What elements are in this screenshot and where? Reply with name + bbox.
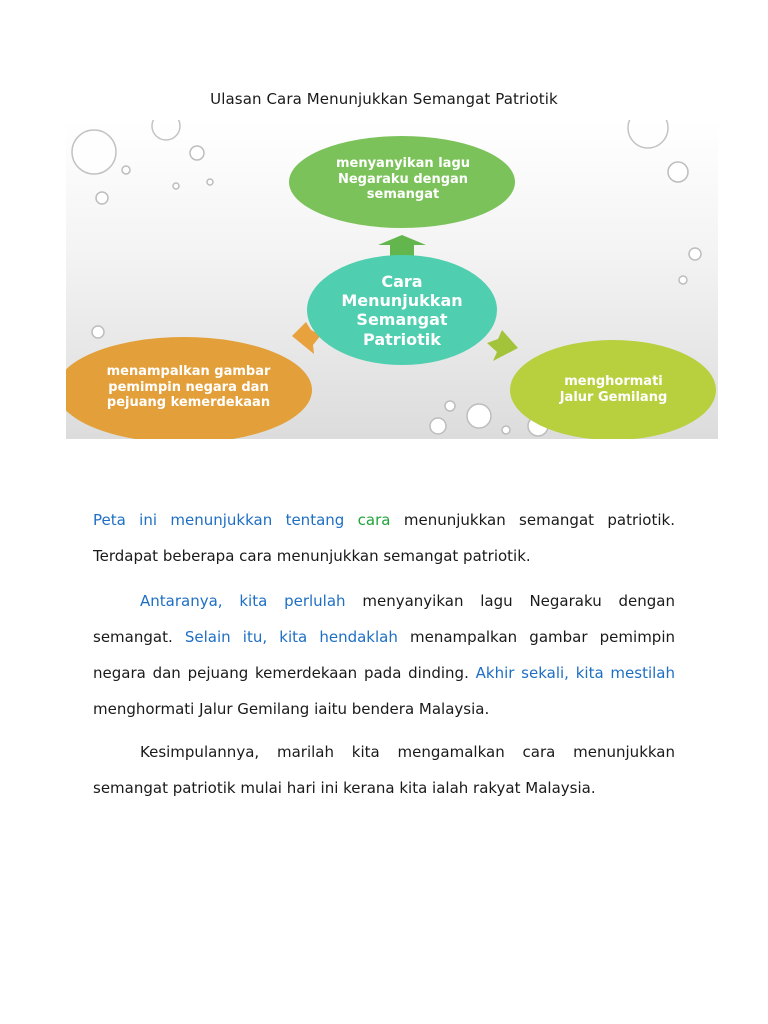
paragraph-1	[93, 502, 675, 574]
document-title: Ulasan Cara Menunjukkan Semangat Patriotik	[210, 90, 558, 108]
right-node-label: menghormati Jalur Gemilang	[559, 374, 668, 405]
paragraph-3	[93, 734, 675, 806]
paragraph-1-text: menunjukkan semangat patriotik. Terdapat beberapa cara menunjukkan semangat patriotik.	[93, 511, 675, 565]
paragraph-2-text-3: menghormati Jalur Gemilang iaitu bendera Malaysia.	[93, 700, 490, 718]
center-node-label: Cara Menunjukkan Semangat Patriotik	[341, 272, 463, 349]
concept-map-figure	[66, 120, 718, 439]
paragraph-2-connector-3: Akhir sekali, kita mestilah	[475, 664, 675, 682]
paragraph-2-connector-1: Antaranya, kita perlulah	[140, 592, 346, 610]
paragraph-2-connector-2: Selain itu, kita hendaklah	[184, 628, 398, 646]
arrow-up-icon	[378, 235, 426, 256]
paragraph-2-text-2: menampalkan gambar pemimpin negara dan pejuang kemerdekaan pada dinding.	[93, 628, 675, 682]
paragraph-2-text-1: menyanyikan lagu Negaraku dengan semangat.	[93, 592, 675, 646]
paragraph-1-keyword: cara	[357, 511, 391, 529]
paragraph-1-highlight: Peta ini menunjukkan tentang	[93, 511, 345, 529]
paragraph-3-text: Kesimpulannya, marilah kita mengamalkan cara menunjukkan semangat patriotik mulai hari ini kerana kita ialah rakyat Malaysia.	[93, 743, 675, 797]
left-node-label: menampalkan gambar pemimpin negara dan pejuang kemerdekaan	[106, 364, 271, 411]
top-node-label: menyanyikan lagu Negaraku dengan semangat	[335, 156, 471, 203]
arrow-right-icon	[487, 330, 518, 361]
paragraph-2	[93, 583, 675, 727]
